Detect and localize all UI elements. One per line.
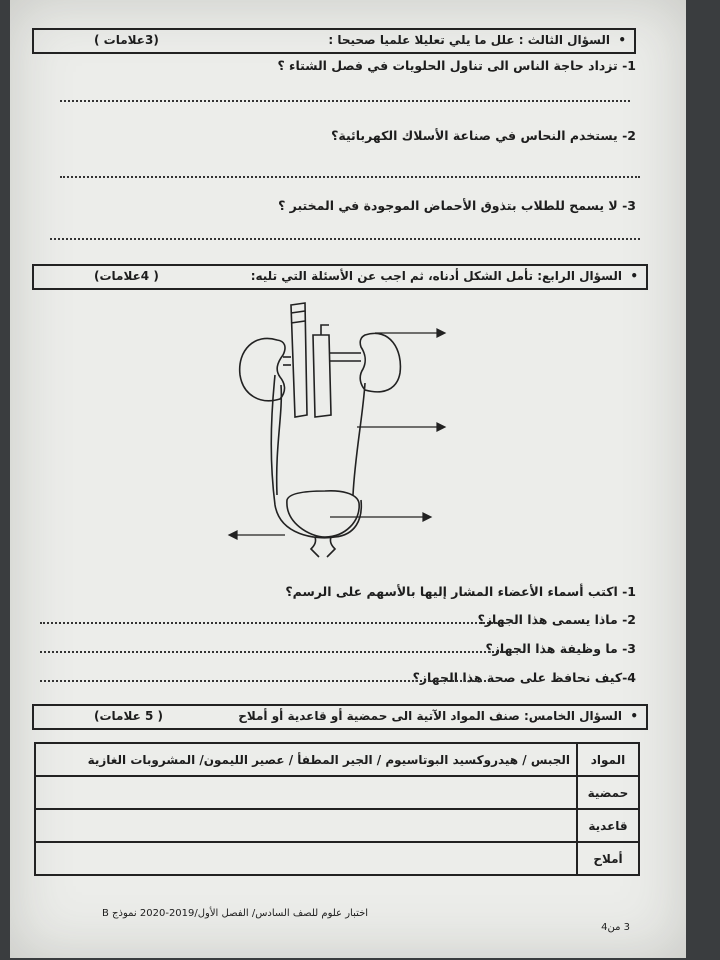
q3-item-3: 3- لا يسمح للطلاب بتذوق الأحماض الموجودة في المختبر ؟ — [278, 198, 636, 213]
q3-bullet: • — [618, 33, 626, 47]
basic-answer-cell[interactable] — [35, 809, 577, 842]
q4-answer-line-3[interactable] — [40, 651, 522, 653]
q3-item-2: 2- يستخدم النحاس في صناعة الأسلاك الكهربائية؟ — [331, 128, 636, 143]
acidic-answer-cell[interactable] — [35, 776, 577, 809]
row-label-salts: أملاح — [577, 842, 639, 875]
q5-marks: ( 5 علامات) — [94, 709, 163, 723]
exam-footer: اختبار علوم للصف السادس/ الفصل الأول/2019-2020 نموذج B — [102, 908, 369, 919]
q5-title: السؤال الخامس: صنف المواد الآتية الى حمضية أو قاعدية أو أملاح — [238, 709, 622, 723]
q4-title: السؤال الرابع: تأمل الشكل أدناه، ثم اجب عن الأسئلة التي تليه: — [250, 269, 622, 283]
exam-page — [10, 0, 686, 958]
table-row — [35, 809, 639, 842]
row-label-acidic: حمضية — [577, 776, 639, 809]
q5-bullet: • — [630, 709, 638, 723]
materials-list: الجبس / هيدروكسيد البوتاسيوم / الجير المطفأ / عصير الليمون/ المشروبات الغازية — [35, 743, 577, 776]
q3-marks: (3علامات ) — [94, 33, 159, 47]
table-row — [35, 842, 639, 875]
q4-bullet: • — [630, 269, 638, 283]
q3-answer-line-3[interactable] — [50, 238, 640, 240]
row-label-materials: المواد — [577, 743, 639, 776]
urinary-system-diagram — [225, 295, 455, 570]
q3-header — [32, 28, 636, 54]
q3-answer-line-1[interactable] — [60, 100, 630, 102]
row-label-basic: قاعدية — [577, 809, 639, 842]
q4-item-1: 1- اكتب أسماء الأعضاء المشار إليها بالأسهم على الرسم؟ — [285, 584, 636, 599]
q4-answer-line-2[interactable] — [40, 622, 505, 624]
q4-item-2: 2- ماذا يسمى هذا الجهاز؟ — [477, 612, 636, 627]
table-row — [35, 776, 639, 809]
q4-marks: ( 4علامات) — [94, 269, 159, 283]
page-number: 3 من4 — [601, 922, 630, 933]
q4-item-4: 4-كيف نحافظ على صحة هذا الجهاز؟ — [412, 670, 636, 685]
q4-header — [32, 264, 648, 290]
q3-item-1: 1- تزداد حاجة الناس الى تناول الحلويات في فصل الشتاء ؟ — [277, 58, 636, 73]
table-row — [35, 743, 639, 776]
q4-item-3: 3- ما وظيفة هذا الجهاز؟ — [485, 641, 636, 656]
classification-table — [34, 742, 640, 876]
q3-title: السؤال الثالث : علل ما يلي تعليلا علميا صحيحا : — [328, 33, 610, 47]
q5-header — [32, 704, 648, 730]
q4-answer-line-4[interactable] — [40, 680, 490, 682]
salts-answer-cell[interactable] — [35, 842, 577, 875]
q3-answer-line-2[interactable] — [60, 176, 640, 178]
